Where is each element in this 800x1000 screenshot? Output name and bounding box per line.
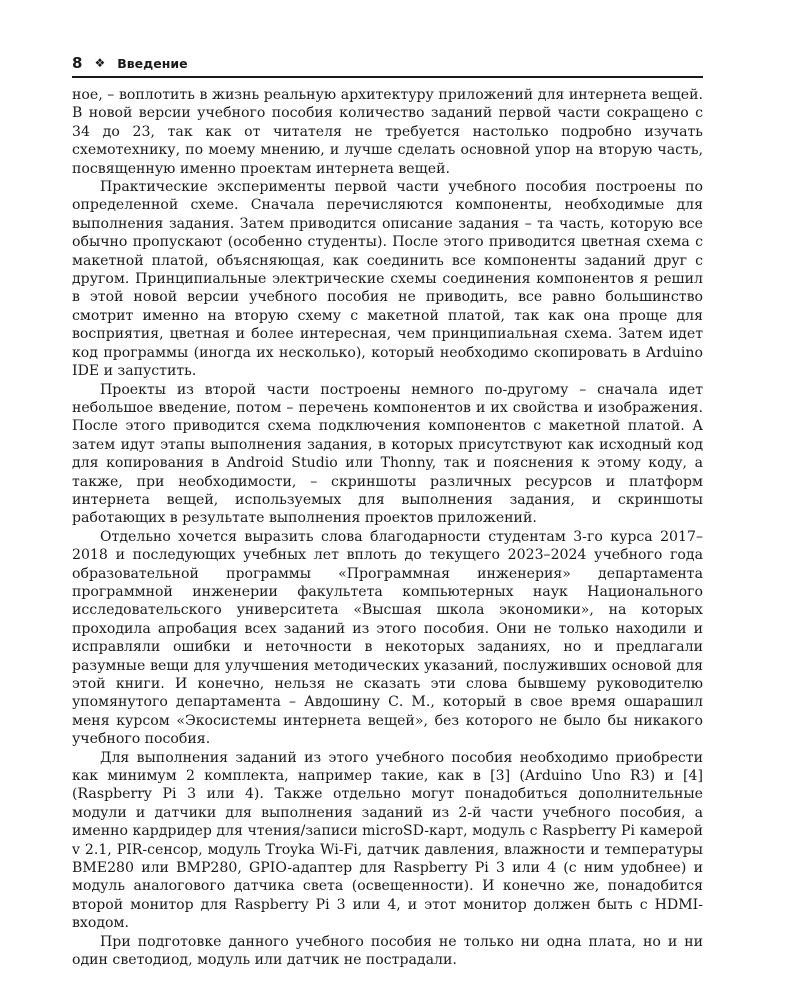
section-title: Введение: [117, 55, 188, 71]
paragraph: При подготовке данного учебного пособия не только ни одна плата, но и ни один светодиод, модуль или датчик не пострадали.: [72, 933, 703, 969]
running-header: [72, 52, 703, 78]
paragraph: Практические эксперименты первой части учебного пособия построены по определенной схеме. Сначала перечисляются компоненты, необходимые для выполнения задания. Затем приводится описание задания – та часть, которую все обычно пропускают (особенно студенты). После этого приводится цветная схема с макетной платой, объясняющая, как соединить все компоненты заданий друг с другом. Принципиальные электрические схемы соединения компонентов я решил в этой новой версии учебного пособия не приводить, все равно большинство смотрит именно на вторую схему с макетной платой, так как она проще для восприятия, цветная и более интересная, чем принципиальная схема. Затем идет код программы (иногда их несколько), который необходимо скопировать в Arduino IDE и запустить.: [72, 179, 703, 380]
book-page: [72, 52, 703, 970]
paragraph: Проекты из второй части построены немного по-другому – сначала идет небольшое введение, потом – перечень компонентов и их свойства и изображения. После этого приводится схема подключения компонентов с макетной платой. А затем идут этапы выполнения задания, в которых присутствуют как исходный код для копирования в Android Studio или Thonny, так и пояснения к этому коду, а также, при необходимости, – скриншоты различных ресурсов и платформ интернета вещей, используемых для выполнения задания, и скриншоты работающих в результате выполнения проектов приложений.: [72, 381, 703, 527]
paragraph: Отдельно хочется выразить слова благодарности студентам 3-го курса 2017–2018 и последующих учебных лет вплоть до текущего 2023–2024 учебного года образовательной программы «Программная инженерия» департамента программной инженерии факультета компьютерных наук Национального исследовательского университета «Высшая школа экономики», на которых проходила апробация всех заданий из этого пособия. Они не только находили и исправляли ошибки и неточности в некоторых заданиях, но и предлагали разумные вещи для улучшения методических указаний, послуживших основой для этой книги. И конечно, нельзя не сказать эти слова бывшему руководителю упомянутого департамента – Авдошину С. М., который в свое время ошарашил меня курсом «Экосистемы интернета вещей», без которого не было бы никакого учебного пособия.: [72, 528, 703, 748]
page-number: 8: [72, 54, 83, 72]
paragraph: Для выполнения заданий из этого учебного пособия необходимо приобрести как минимум 2 комплекта, например такие, как в [3] (Arduino Uno R3) и [4] (Raspberry Pi 3 или 4). Также отдельно могут понадобиться дополнительные модули и датчики для выполнения заданий из 2-й части учебного пособия, а именно кардридер для чтения/записи microSD-карт, модуль с Raspberry Pi камерой v 2.1, PIR-сенсор, модуль Troyka Wi-Fi, датчик давления, влажности и температуры BME280 или BMP280, GPIO-адаптер для Raspberry Pi 3 или 4 (с ним удобнее) и модуль аналогового датчика света (освещенности). И конечно же, понадобится второй монитор для Raspberry Pi 3 или 4, и этот монитор должен быть с HDMI-входом.: [72, 749, 703, 932]
ornament-icon: ❖: [94, 56, 106, 70]
body-text: [72, 86, 703, 970]
paragraph-continuation: ное, – воплотить в жизнь реальную архитектуру приложений для интернета вещей. В новой версии учебного пособия количество заданий первой части сокращено с 34 до 23, так как от читателя не требуется настолько подробно изучать схемотехнику, по моему мнению, и лучше сделать основной упор на вторую часть, посвященную именно проектам интернета вещей.: [72, 87, 703, 177]
